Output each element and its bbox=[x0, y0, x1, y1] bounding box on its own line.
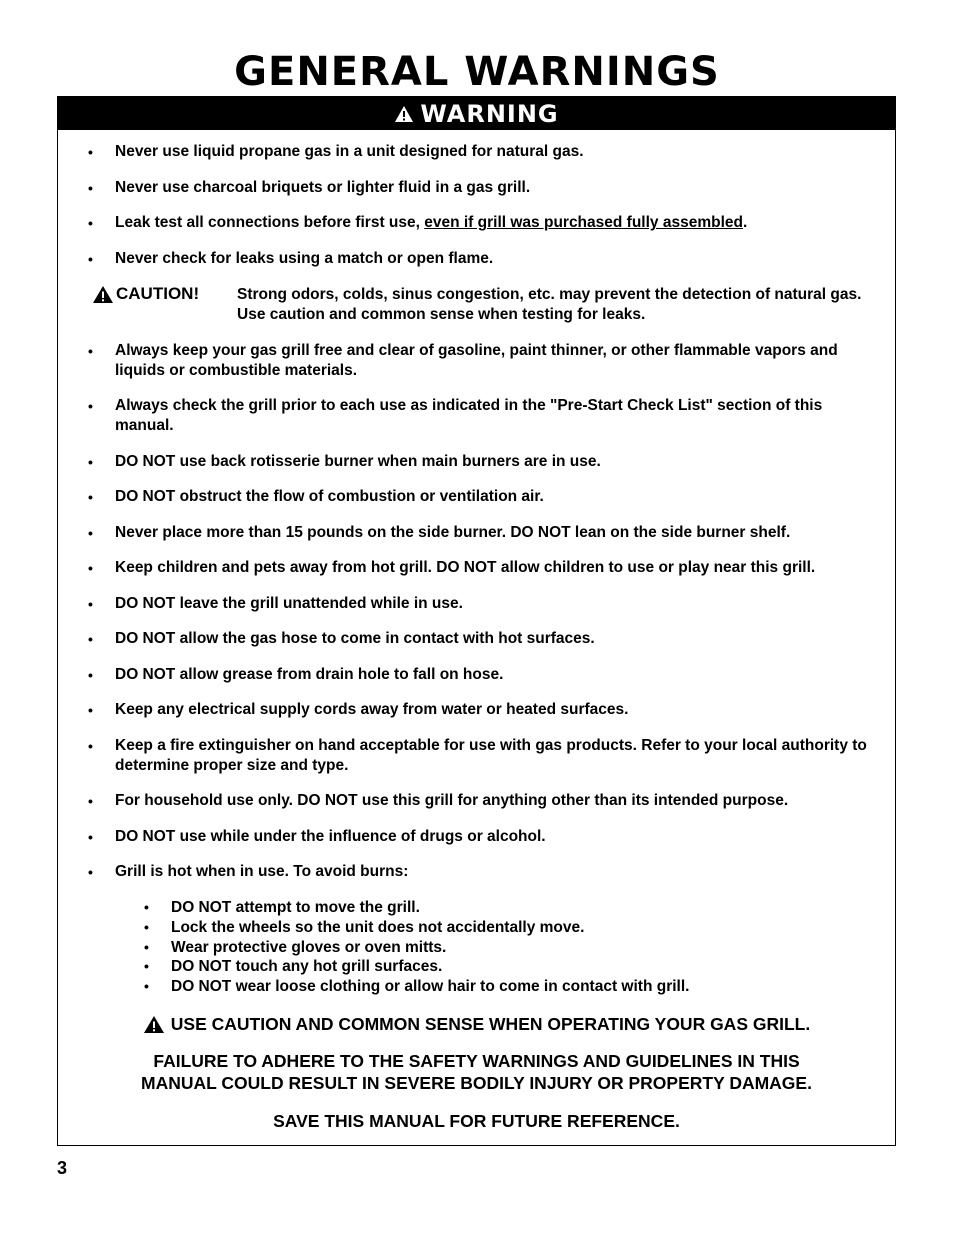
bullet: • bbox=[88, 738, 93, 754]
bullet: • bbox=[88, 864, 93, 880]
bullet: • bbox=[88, 454, 93, 470]
underlined-text: even if grill was purchased fully assembled bbox=[424, 214, 743, 231]
page-number: 3 bbox=[57, 1158, 68, 1178]
bullet: • bbox=[88, 398, 93, 414]
bullet: • bbox=[88, 631, 93, 647]
bullet: • bbox=[144, 899, 149, 915]
bullet: • bbox=[88, 793, 93, 809]
save-manual-line: SAVE THIS MANUAL FOR FUTURE REFERENCE. bbox=[273, 1111, 680, 1131]
warning-triangle-icon bbox=[143, 1015, 165, 1034]
bullet: • bbox=[88, 489, 93, 505]
bullet: • bbox=[88, 702, 93, 718]
caution-text: Strong odors, colds, sinus congestion, etc. may prevent the detection of natural gas. Use caution and common sense when testing for leaks. bbox=[237, 286, 862, 323]
warning-box: WARNING • Never use liquid propane gas in a unit designed for natural gas. • Never use charcoal briquets or lighter fluid in a gas grill. • Leak test all connections before first use, even if grill was purchased fully assembled. • Never check for leaks using a match or open flame. CAUTION! Strong odors, colds, sinus congestion, etc. may prevent the detection of natural gas. Use caution and common sense when testing for leaks. • Always keep your gas grill free and clear of gasoline, paint thinner, or other flammable vapors and liquids or combustible materials. • Always check the grill prior to each use as indicated in the "Pre-Start Check List" section of this manual. • DO NOT use back rotisserie burner when main burners are in use. • DO NOT obstruct the flow of combustion or ventilation air. • Never place more than 15 pounds on the side burner. DO NOT lean on the side burner shelf. • Keep children and pets away from hot grill. DO NOT allow children to use or play near this grill. • DO NOT leave the grill unattended while in use. • DO NOT allow the gas hose to come in contact with hot surfaces. • DO NOT allow grease from drain hole to fall on hose. • Keep any electrical supply cords away from water or heated surfaces. • Keep a fire extinguisher on hand acceptable for use with gas products. Refer to your local authority to determine proper size and type. • For household use only. DO NOT use this grill for anything other than its intended purpose. • DO NOT use while under the influence of drugs or alcohol. • Grill is hot when in use. To avoid burns: • DO NOT attempt to move the grill. • Lock the wheels so the unit does not accidentally move. • Wear protective gloves or oven mitts. • DO NOT touch any hot grill surfaces. • DO NOT wear loose clothing or allow hair to come in contact with grill. USE CAUTION AND COMMON SENSE WHEN OPERATING YOUR GAS GRILL. FAILURE TO ADHERE TO THE SAFETY WARNINGS AND GUIDELINES IN THIS MANUAL COULD RESULT IN SEVERE BODILY INJURY OR PROPERTY DAMAGE. SAVE THIS MANUAL FOR FUTURE REFERENCE. bbox=[57, 96, 896, 1146]
failure-line-2: MANUAL COULD RESULT IN SEVERE BODILY INJURY OR PROPERTY DAMAGE. bbox=[141, 1073, 812, 1093]
bullet: • bbox=[88, 215, 93, 231]
failure-line-1: FAILURE TO ADHERE TO THE SAFETY WARNINGS AND GUIDELINES IN THIS bbox=[153, 1051, 800, 1071]
page-title: GENERAL WARNINGS bbox=[234, 49, 720, 95]
use-caution-line: USE CAUTION AND COMMON SENSE WHEN OPERATING YOUR GAS GRILL. bbox=[58, 1013, 895, 1035]
warning-triangle-icon bbox=[92, 285, 114, 304]
bullet: • bbox=[144, 978, 149, 994]
caution-label: CAUTION! bbox=[92, 284, 199, 304]
bullet: • bbox=[144, 919, 149, 935]
bullet: • bbox=[88, 596, 93, 612]
bullet: • bbox=[88, 251, 93, 267]
warning-triangle-icon bbox=[394, 105, 414, 123]
bullet: • bbox=[88, 180, 93, 196]
bullet: • bbox=[88, 144, 93, 160]
bullet: • bbox=[144, 939, 149, 955]
bullet: • bbox=[88, 343, 93, 359]
warning-banner-label: WARNING bbox=[420, 99, 559, 128]
warning-banner bbox=[58, 97, 895, 130]
bullet: • bbox=[88, 829, 93, 845]
bullet: • bbox=[88, 560, 93, 576]
bullet: • bbox=[144, 958, 149, 974]
bullet: • bbox=[88, 667, 93, 683]
bullet: • bbox=[88, 525, 93, 541]
